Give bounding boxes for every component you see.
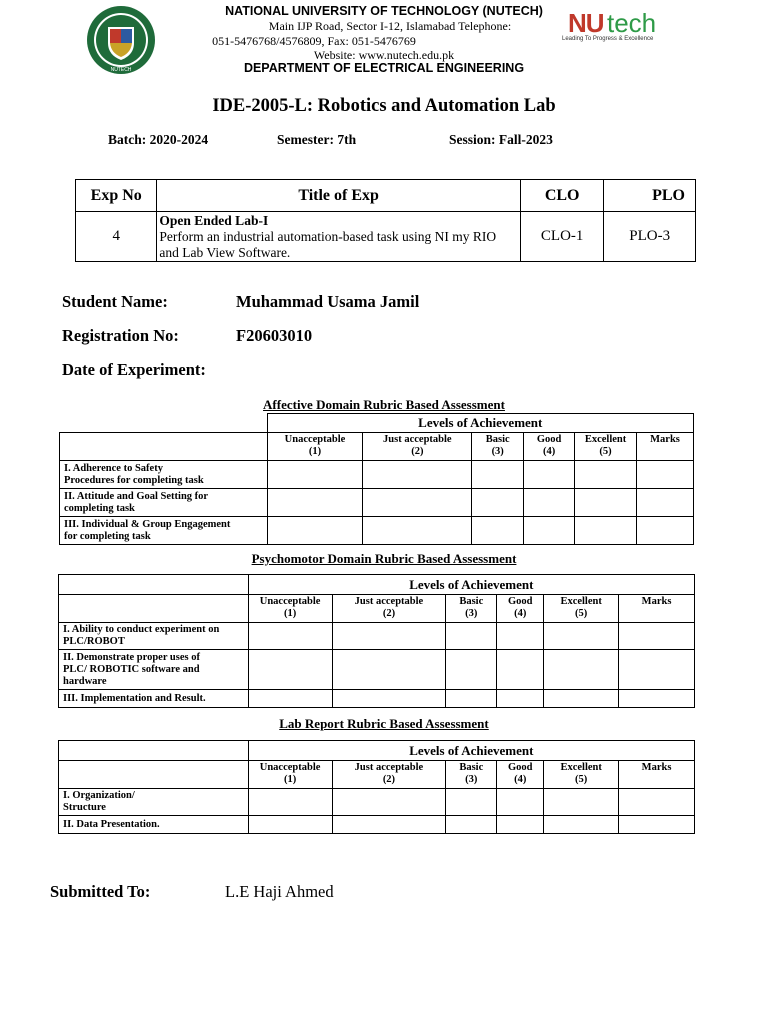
marks-header: Marks <box>619 595 695 623</box>
course-title: IDE-2005-L: Robotics and Automation Lab <box>212 96 556 116</box>
table-row <box>60 517 694 545</box>
level-header: Basic (3) <box>472 433 524 461</box>
title-header: Title of Exp <box>157 180 520 212</box>
criterion-cell: II. Attitude and Goal Setting for completing task <box>60 489 268 517</box>
level-header: Basic (3) <box>446 761 497 789</box>
level-header: Good (4) <box>497 595 544 623</box>
lab-report-rubric-table <box>58 740 695 834</box>
marks-header: Marks <box>637 433 694 461</box>
university-address: Main IJP Road, Sector I-12, Islamabad Telephone: <box>268 19 512 33</box>
exp-title-desc: Perform an industrial automation-based task using NI my RIO and Lab View Software. <box>159 229 497 260</box>
clo-cell: CLO-1 <box>520 212 604 262</box>
affective-rubric-table <box>59 413 694 545</box>
submitted-to-value: L.E Haji Ahmed <box>225 882 334 901</box>
marks-header: Marks <box>619 761 695 789</box>
registration-value: F20603010 <box>236 326 313 345</box>
levels-title: Levels of Achievement <box>248 741 694 761</box>
plo-header: PLO <box>604 180 696 212</box>
student-name-label: Student Name: <box>62 292 168 311</box>
department-name: DEPARTMENT OF ELECTRICAL ENGINEERING <box>243 61 525 75</box>
psychomotor-rubric-table <box>58 574 695 708</box>
table-row <box>59 650 695 690</box>
university-phone: 051-5476768/4576809, Fax: 051-5476769 <box>212 34 416 48</box>
table-row <box>60 461 694 489</box>
university-website: Website: www.nutech.edu.pk <box>313 48 455 62</box>
logo-nu-text: NU <box>568 8 604 38</box>
level-header: Excellent (5) <box>575 433 637 461</box>
student-name-value: Muhammad Usama Jamil <box>236 292 420 311</box>
batch-text: Batch: 2020-2024 <box>108 132 209 147</box>
exp-no-header: Exp No <box>76 180 157 212</box>
submitted-to-label: Submitted To: <box>50 882 151 901</box>
exp-no-cell: 4 <box>76 212 157 262</box>
criterion-cell: I. Adherence to Safety Procedures for completing task <box>60 461 268 489</box>
session-text: Session: Fall-2023 <box>449 132 553 147</box>
levels-title: Levels of Achievement <box>267 414 693 433</box>
affective-title: Affective Domain Rubric Based Assessment <box>263 397 505 412</box>
date-of-experiment-label: Date of Experiment: <box>62 360 206 379</box>
plo-cell: PLO-3 <box>604 212 696 262</box>
logo-tagline: Leading To Progress & Excellence <box>562 36 654 42</box>
table-row <box>59 623 695 650</box>
semester-text: Semester: 7th <box>277 132 357 147</box>
level-header: Just acceptable (2) <box>332 595 446 623</box>
clo-header: CLO <box>520 180 604 212</box>
level-header: Good (4) <box>497 761 544 789</box>
criterion-cell: I. Ability to conduct experiment on PLC/ROBOT <box>59 623 249 650</box>
criterion-cell: II. Demonstrate proper uses of PLC/ ROBOTIC software and hardware <box>59 650 249 690</box>
criterion-cell: III. Individual & Group Engagement for completing task <box>60 517 268 545</box>
experiment-table <box>75 179 696 262</box>
table-row <box>60 489 694 517</box>
level-header: Just acceptable (2) <box>363 433 472 461</box>
level-header: Good (4) <box>524 433 575 461</box>
level-header: Basic (3) <box>446 595 497 623</box>
exp-title-cell <box>157 212 520 262</box>
levels-title: Levels of Achievement <box>248 575 694 595</box>
criterion-cell: II. Data Presentation. <box>59 816 249 834</box>
psychomotor-title: Psychomotor Domain Rubric Based Assessment <box>251 551 517 566</box>
table-row <box>59 816 695 834</box>
university-name: NATIONAL UNIVERSITY OF TECHNOLOGY (NUTECH) <box>225 4 543 18</box>
logo-tech-text: tech <box>607 8 657 38</box>
level-header: Unacceptable (1) <box>248 595 332 623</box>
registration-label: Registration No: <box>62 326 179 345</box>
table-row <box>59 690 695 708</box>
lab-report-title: Lab Report Rubric Based Assessment <box>279 716 489 731</box>
level-header: Unacceptable (1) <box>267 433 363 461</box>
seal-bottom-text: NUTECH <box>110 67 132 73</box>
level-header: Excellent (5) <box>544 761 619 789</box>
level-header: Unacceptable (1) <box>248 761 332 789</box>
nutech-logo <box>560 8 680 46</box>
criterion-cell: I. Organization/ Structure <box>59 789 249 816</box>
table-row <box>59 789 695 816</box>
exp-title-bold: Open Ended Lab-I <box>159 213 269 228</box>
level-header: Just acceptable (2) <box>332 761 446 789</box>
level-header: Excellent (5) <box>544 595 619 623</box>
criterion-cell: III. Implementation and Result. <box>59 690 249 708</box>
